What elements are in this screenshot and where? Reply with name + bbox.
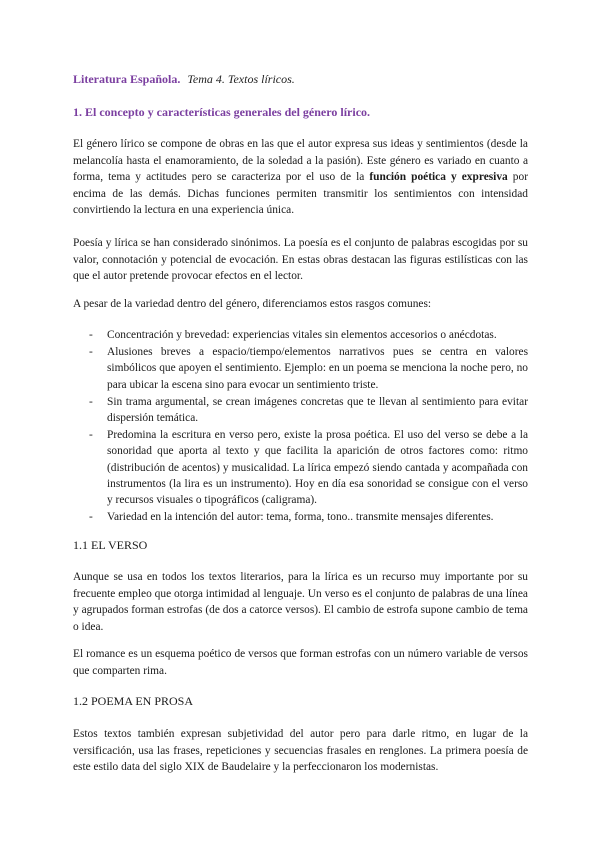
list-item	[89, 344, 528, 393]
subsection-heading-prosa: 1.2 POEMA EN PROSA	[73, 694, 194, 708]
bullet-dash: -	[89, 511, 93, 524]
bold-term: función poética y expresiva	[369, 171, 508, 183]
title-topic: Tema 4. Textos líricos.	[187, 72, 295, 86]
subsection-heading-verso: 1.1 EL VERSO	[73, 538, 148, 552]
list-item	[89, 509, 528, 525]
paragraph-prosa: Estos textos también expresan subjetividad del autor pero para darle ritmo, en lugar de la versificación, usa las frases, repeticiones y secuencias frasales en renglones. La primera poesía de este estilo data del siglo XIX de Baudelaire y la perfeccionaron los modernistas.	[73, 728, 528, 773]
list-item-text: Variedad en la intención del autor: tema, forma, tono.. transmite mensajes diferentes.	[107, 511, 494, 524]
list-item-text: Concentración y brevedad: experiencias vitales sin elementos accesorios o anécdotas.	[107, 329, 497, 341]
paragraph-text: por encima de las demás. Dichas funciones permiten transmitir los sentimientos con intensidad convirtiendo la lectura en una experiencia única.	[73, 171, 528, 216]
list-item-text: Predomina la escritura en verso pero, existe la prosa poética. El uso del verso se debe a la sonoridad que aporta al texto y que facilita la aparición de otros factores como: ritmo (distribución de acentos) y musicalidad. La lírica empezó siendo cantada y acompañada con instrumentos (la lira es un instrumento). Hoy en día esa sonoridad se consigue con el verso y recursos visuales o tipográficos (caligrama).	[107, 429, 528, 507]
list-item	[89, 327, 528, 343]
list-item	[89, 394, 528, 426]
features-list	[89, 327, 528, 526]
list-item-text: Sin trama argumental, se crean imágenes concretas que te llevan al sentimiento para evitar dispersión temática.	[107, 395, 528, 425]
bullet-dash: -	[89, 429, 93, 442]
bullet-dash: -	[89, 346, 93, 359]
list-item-text: Alusiones breves a espacio/tiempo/elementos narrativos pues se centra en valores simbólicos que apoyen el sentimiento. Ejemplo: en un poema se menciona la noche pero, no para ubicar la escena sino para evocar un sentimiento triste.	[107, 346, 528, 391]
list-item	[89, 427, 528, 508]
bullet-dash: -	[89, 395, 93, 408]
paragraph-verso: Aunque se usa en todos los textos literarios, para la lírica es un recurso muy importante por su frecuente empleo que otorga intimidad al lenguaje. Un verso es el conjunto de palabras de una línea y agrupados forman estrofas (de dos a catorce versos). El cambio de estrofa supone cambio de tema o idea.	[73, 571, 528, 633]
document-title	[73, 72, 295, 87]
section-heading: 1. El concepto y características generales del género lírico.	[73, 105, 371, 119]
bullet-dash: -	[89, 329, 93, 341]
title-subject: Literatura Española.	[73, 72, 181, 86]
paragraph-intro	[73, 136, 528, 219]
paragraph-romance: El romance es un esquema poético de versos que forman estrofas con un número variable de versos que comparten rima.	[73, 648, 528, 677]
paragraph-text: El género lírico se compone de obras en las que el autor expresa sus ideas y sentimientos (desde la melancolía hasta el enamoramiento, de la soledad a la pasión). Este género es variado en cuanto a forma, tema y actitudes pero se caracteriza por el uso de la	[73, 138, 528, 183]
paragraph-rasgos: A pesar de la variedad dentro del género, diferenciamos estos rasgos comunes:	[73, 298, 432, 310]
paragraph-poesia: Poesía y lírica se han considerado sinónimos. La poesía es el conjunto de palabras escogidas por su valor, connotación y potencial de evocación. En estas obras destacan las figuras estilísticas con las que el autor pretende provocar efectos en el lector.	[73, 237, 528, 282]
